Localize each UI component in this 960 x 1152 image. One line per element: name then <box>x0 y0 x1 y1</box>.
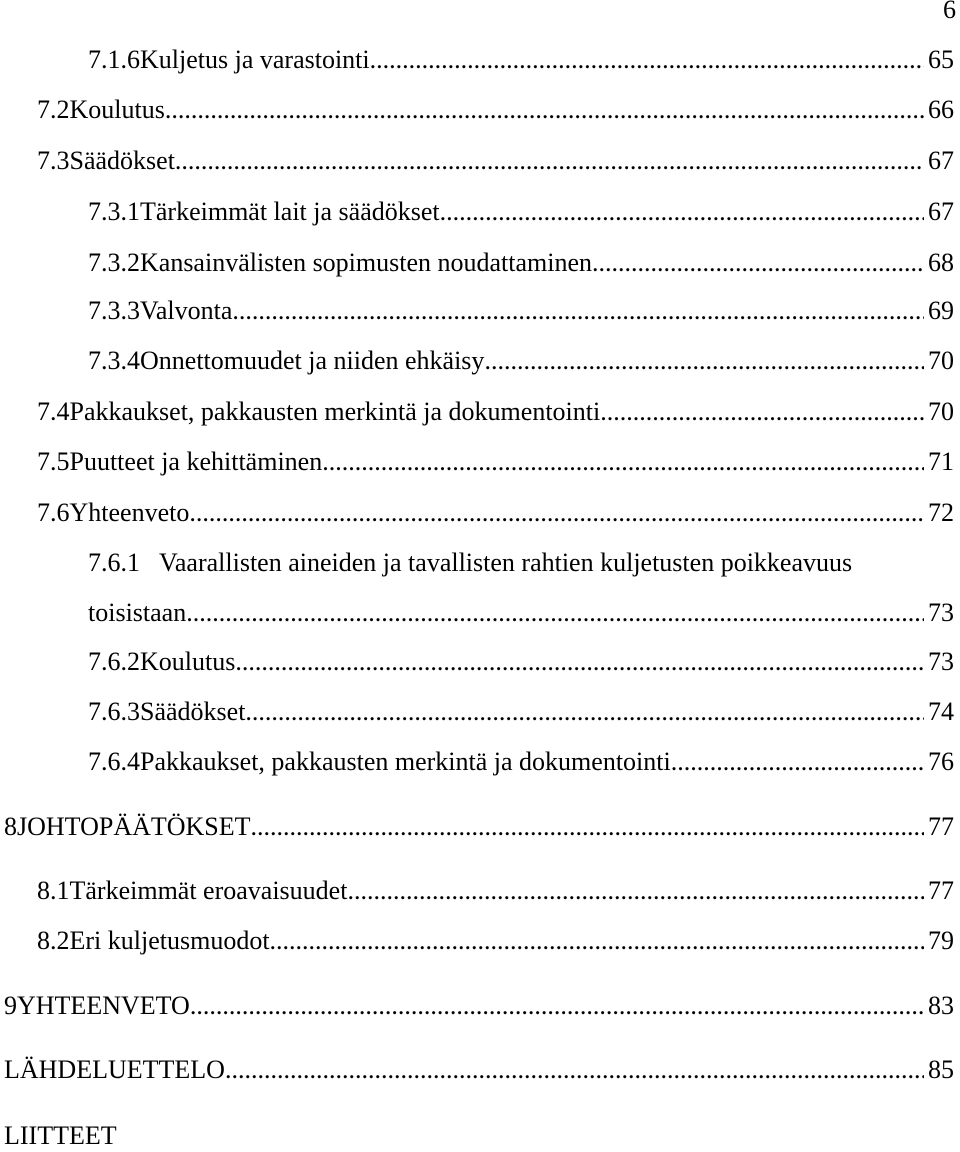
dot-leader <box>671 746 924 778</box>
toc-entry[interactable] <box>37 875 954 907</box>
toc-entry[interactable] <box>4 1054 954 1086</box>
toc-entry[interactable] <box>88 44 954 76</box>
toc-entry-page: 71 <box>928 447 954 476</box>
dot-leader <box>245 696 924 728</box>
toc-entry-page: 69 <box>928 296 954 325</box>
dot-leader <box>190 990 924 1022</box>
toc-entry[interactable] <box>37 396 954 428</box>
dot-leader <box>370 44 924 76</box>
toc-entry-number: 7.3.1 <box>88 197 140 226</box>
toc-entry-page: 67 <box>928 197 954 226</box>
toc-entry[interactable] <box>88 345 954 377</box>
toc-entry[interactable] <box>37 94 954 126</box>
toc-entry-page: 72 <box>928 498 954 527</box>
dot-leader <box>440 196 924 228</box>
toc-entry[interactable] <box>88 196 954 228</box>
toc-entry-number: 7.3 <box>37 146 70 175</box>
toc-entry-number: 8.2 <box>37 926 70 955</box>
toc-entry-title: Valvonta <box>140 296 233 325</box>
toc-entry-title: Tärkeimmät eroavaisuudet <box>69 876 348 905</box>
page-number: 6 <box>943 0 956 24</box>
toc-entry-page: 77 <box>928 876 954 905</box>
toc-entry[interactable] <box>4 811 954 843</box>
dot-leader <box>186 597 924 629</box>
toc-entry-title: Onnettomuudet ja niiden ehkäisy <box>140 346 485 375</box>
toc-entry[interactable] <box>4 990 954 1022</box>
dot-leader <box>592 247 924 279</box>
toc-entry-page: 70 <box>928 397 954 426</box>
toc-entry-title: Pakkaukset, pakkausten merkintä ja dokumentointi <box>69 397 601 426</box>
dot-leader <box>175 145 924 177</box>
toc-entry-page: 70 <box>928 346 954 375</box>
toc-entry-title-continuation: toisistaan <box>88 598 187 627</box>
toc-appendix-heading[interactable]: LIITTEET <box>4 1121 117 1150</box>
toc-entry-number: 7.3.4 <box>88 346 140 375</box>
toc-entry-title: Säädökset <box>69 146 175 175</box>
toc-entry-number: 7.6.2 <box>88 647 140 676</box>
toc-entry-page: 73 <box>928 647 954 676</box>
toc-entry-title: Yhteenveto <box>69 498 190 527</box>
toc-entry-number: 7.1.6 <box>88 45 140 74</box>
toc-entry-number: 7.6.4 <box>88 747 140 776</box>
toc-entry-title: Puutteet ja kehittäminen <box>69 447 323 476</box>
toc-entry-number: 7.6.3 <box>88 697 140 726</box>
toc-entry-page: 66 <box>928 95 954 124</box>
dot-leader <box>225 1054 924 1086</box>
toc-entry-page: 79 <box>928 926 954 955</box>
toc-entry-page: 67 <box>928 146 954 175</box>
toc-entry-page: 83 <box>928 991 954 1020</box>
toc-entry-title: Kuljetus ja varastointi <box>140 45 370 74</box>
toc-entry-number: 7.2 <box>37 95 70 124</box>
toc-entry[interactable] <box>88 646 954 678</box>
dot-leader <box>251 811 924 843</box>
toc-entry-number: 7.3.3 <box>88 296 140 325</box>
toc-entry-number: 7.6 <box>37 498 70 527</box>
toc-entry-page: 68 <box>928 248 954 277</box>
toc-entry[interactable] <box>88 597 954 629</box>
toc-entry[interactable] <box>37 497 954 529</box>
toc-entry-title: Vaarallisten aineiden ja tavallisten rahtien kuljetusten poikkeavuus <box>159 548 853 577</box>
dot-leader <box>322 446 924 478</box>
toc-entry-number: 7.4 <box>37 397 70 426</box>
toc-entry[interactable] <box>88 247 954 279</box>
toc-entry-title: Koulutus <box>69 95 165 124</box>
toc-entry-title: Säädökset <box>140 697 246 726</box>
dot-leader <box>165 94 924 126</box>
toc-entry-page: 74 <box>928 697 954 726</box>
toc-entry-title: Pakkaukset, pakkausten merkintä ja dokumentointi <box>140 747 671 776</box>
toc-entry-page: 73 <box>928 598 954 627</box>
toc-entry-title: Tärkeimmät lait ja säädökset <box>140 197 440 226</box>
toc-entry-wrapped-line[interactable] <box>88 547 852 579</box>
dot-leader <box>600 396 924 428</box>
toc-entry[interactable] <box>37 925 954 957</box>
toc-entry-page: 65 <box>928 45 954 74</box>
toc-entry-page: 85 <box>928 1055 954 1084</box>
toc-entry-number: 8 <box>4 812 17 841</box>
toc-entry[interactable] <box>37 446 954 478</box>
toc-entry-title: JOHTOPÄÄTÖKSET <box>17 812 251 841</box>
dot-leader <box>484 345 924 377</box>
toc-entry[interactable] <box>88 295 954 327</box>
toc-entry-number: 9 <box>4 991 17 1020</box>
toc-entry-number: 8.1 <box>37 876 70 905</box>
toc-entry-title: LÄHDELUETTELO <box>4 1055 225 1084</box>
dot-leader <box>347 875 924 907</box>
toc-entry-title: Koulutus <box>140 647 236 676</box>
toc-entry-number: 7.3.2 <box>88 248 140 277</box>
toc-entry-number: 7.5 <box>37 447 70 476</box>
toc-entry-title: YHTEENVETO <box>17 991 190 1020</box>
dot-leader <box>189 497 924 529</box>
toc-entry-page: 76 <box>928 747 954 776</box>
toc-entry[interactable] <box>88 696 954 728</box>
toc-entry[interactable] <box>37 145 954 177</box>
toc-entry-title: Eri kuljetusmuodot <box>69 926 270 955</box>
dot-leader <box>232 295 924 327</box>
toc-entry-title: Kansainvälisten sopimusten noudattaminen <box>140 248 593 277</box>
toc-entry[interactable] <box>88 746 954 778</box>
toc-entry-number: 7.6.1 <box>88 548 140 577</box>
dot-leader <box>235 646 924 678</box>
dot-leader <box>270 925 924 957</box>
toc-entry-page: 77 <box>928 812 954 841</box>
